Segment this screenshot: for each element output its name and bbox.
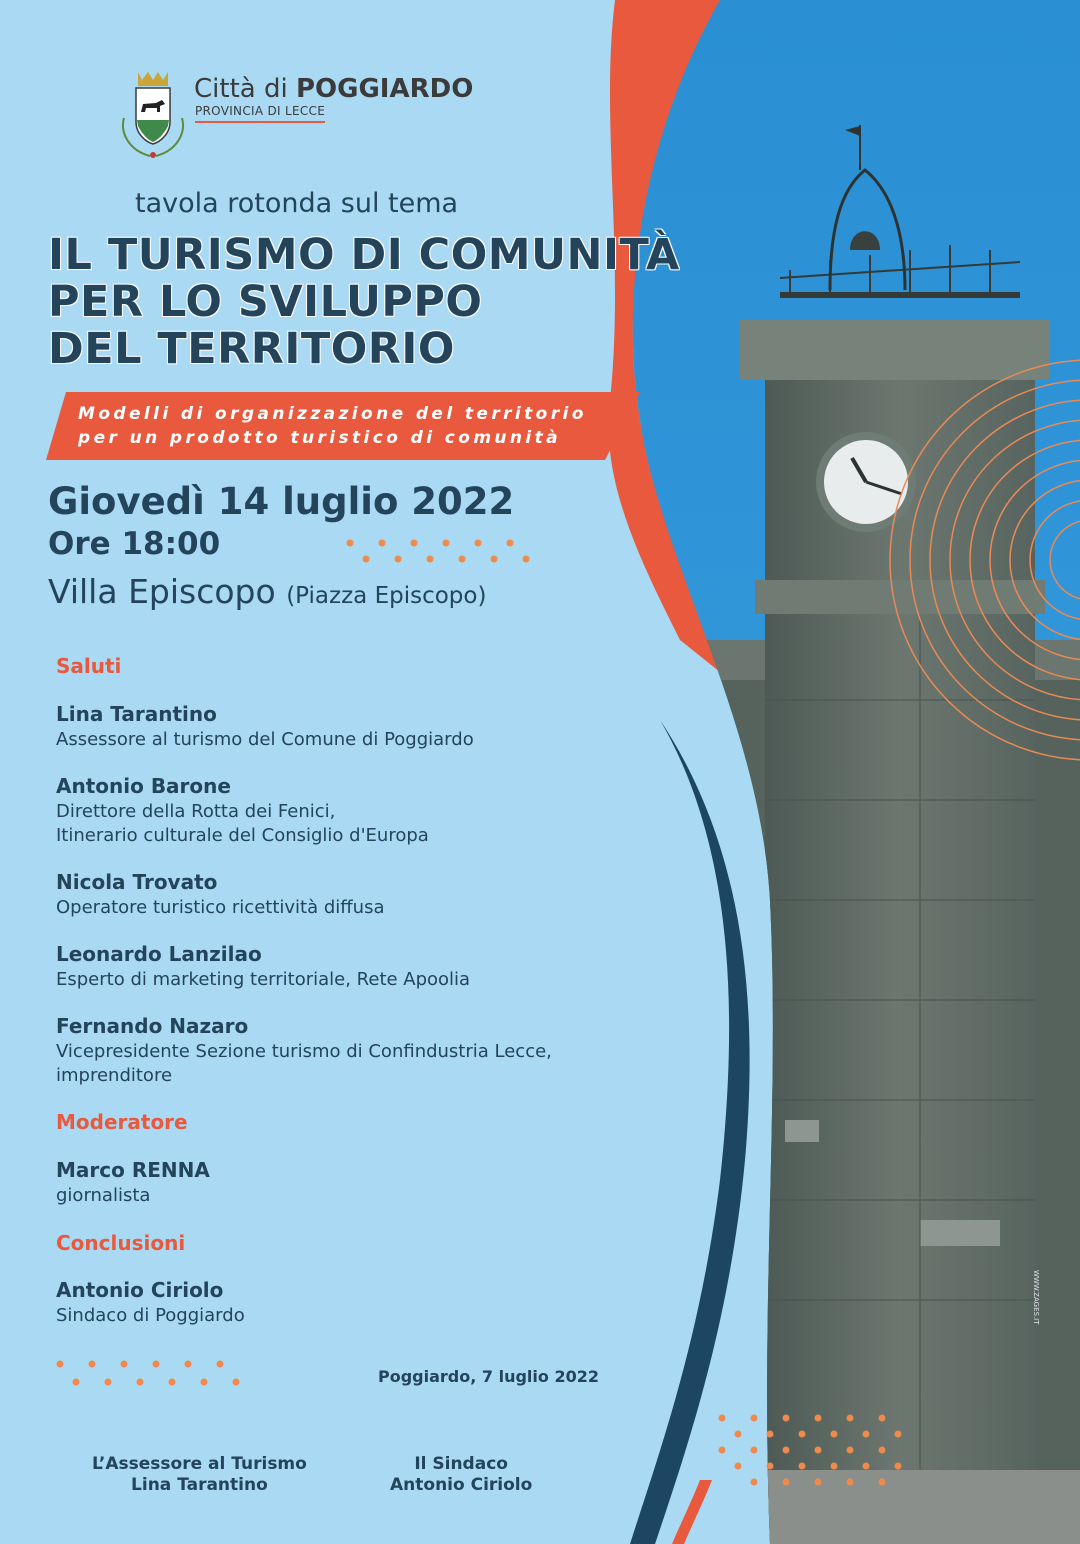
event-time: Ore 18:00 <box>48 526 221 562</box>
moderator-name: Marco RENNA <box>56 1158 210 1182</box>
venue-detail: (Piazza Episcopo) <box>286 583 487 609</box>
intro-text: tavola rotonda sul tema <box>135 188 459 219</box>
section-saluti: Saluti <box>56 654 122 678</box>
dot-pattern-bottom-left <box>57 1361 240 1386</box>
event-venue <box>48 572 486 611</box>
logo-city-title <box>194 74 473 104</box>
subtitle-line: per un prodotto turistico di comunità <box>78 428 562 448</box>
speaker-role: Operatore turistico ricettività diffusa <box>56 897 385 918</box>
speaker-role: imprenditore <box>56 1065 173 1086</box>
speaker-name: Leonardo Lanzilao <box>56 942 262 966</box>
title-line: PER LO SVILUPPO <box>48 277 483 327</box>
speaker-role: Direttore della Rotta dei Fenici, <box>56 801 336 822</box>
section-conclusioni: Conclusioni <box>56 1231 186 1255</box>
speaker-role: Vicepresidente Sezione turismo di Confindustria Lecce, <box>56 1041 552 1062</box>
speaker-role: Assessore al turismo del Comune di Poggiardo <box>56 729 474 750</box>
signature-title: L’Assessore al Turismo <box>92 1454 307 1474</box>
speaker-name: Fernando Nazaro <box>56 1014 249 1038</box>
place-date: Poggiardo, 7 luglio 2022 <box>378 1367 599 1386</box>
title-line: DEL TERRITORIO <box>48 324 455 374</box>
dot-pattern-top <box>347 540 530 563</box>
signature-name: Lina Tarantino <box>131 1475 268 1495</box>
speaker-name: Nicola Trovato <box>56 870 218 894</box>
moderator-role: giornalista <box>56 1185 151 1206</box>
title-line: IL TURISMO DI COMUNITÀ <box>48 230 680 280</box>
signature-assessore <box>92 1454 307 1496</box>
event-subtitle <box>78 402 587 450</box>
logo-city-name: POGGIARDO <box>295 74 474 104</box>
event-date: Giovedì 14 luglio 2022 <box>48 480 515 523</box>
red-edge <box>672 1480 712 1544</box>
signature-title: Il Sindaco <box>414 1454 508 1474</box>
conclusion-name: Antonio Ciriolo <box>56 1278 224 1302</box>
designer-credit: WWW.ZAGES.IT <box>1032 1270 1040 1325</box>
speaker-role: Itinerario culturale del Consiglio d'Europa <box>56 825 429 846</box>
section-moderatore: Moderatore <box>56 1110 188 1134</box>
signature-sindaco <box>390 1454 532 1496</box>
subtitle-line: Modelli di organizzazione del territorio <box>78 404 587 424</box>
conclusion-role: Sindaco di Poggiardo <box>56 1305 245 1326</box>
signature-name: Antonio Ciriolo <box>390 1475 533 1495</box>
coat-of-arms-icon <box>123 72 183 158</box>
event-title <box>48 232 680 373</box>
logo-province: PROVINCIA DI LECCE <box>195 104 325 123</box>
logo-city-prefix: Città di <box>194 74 288 104</box>
navy-sweep <box>630 720 750 1544</box>
venue-name: Villa Episcopo <box>48 572 276 611</box>
speaker-name: Antonio Barone <box>56 774 231 798</box>
speaker-role: Esperto di marketing territoriale, Rete Apoolia <box>56 969 471 990</box>
speaker-name: Lina Tarantino <box>56 702 217 726</box>
